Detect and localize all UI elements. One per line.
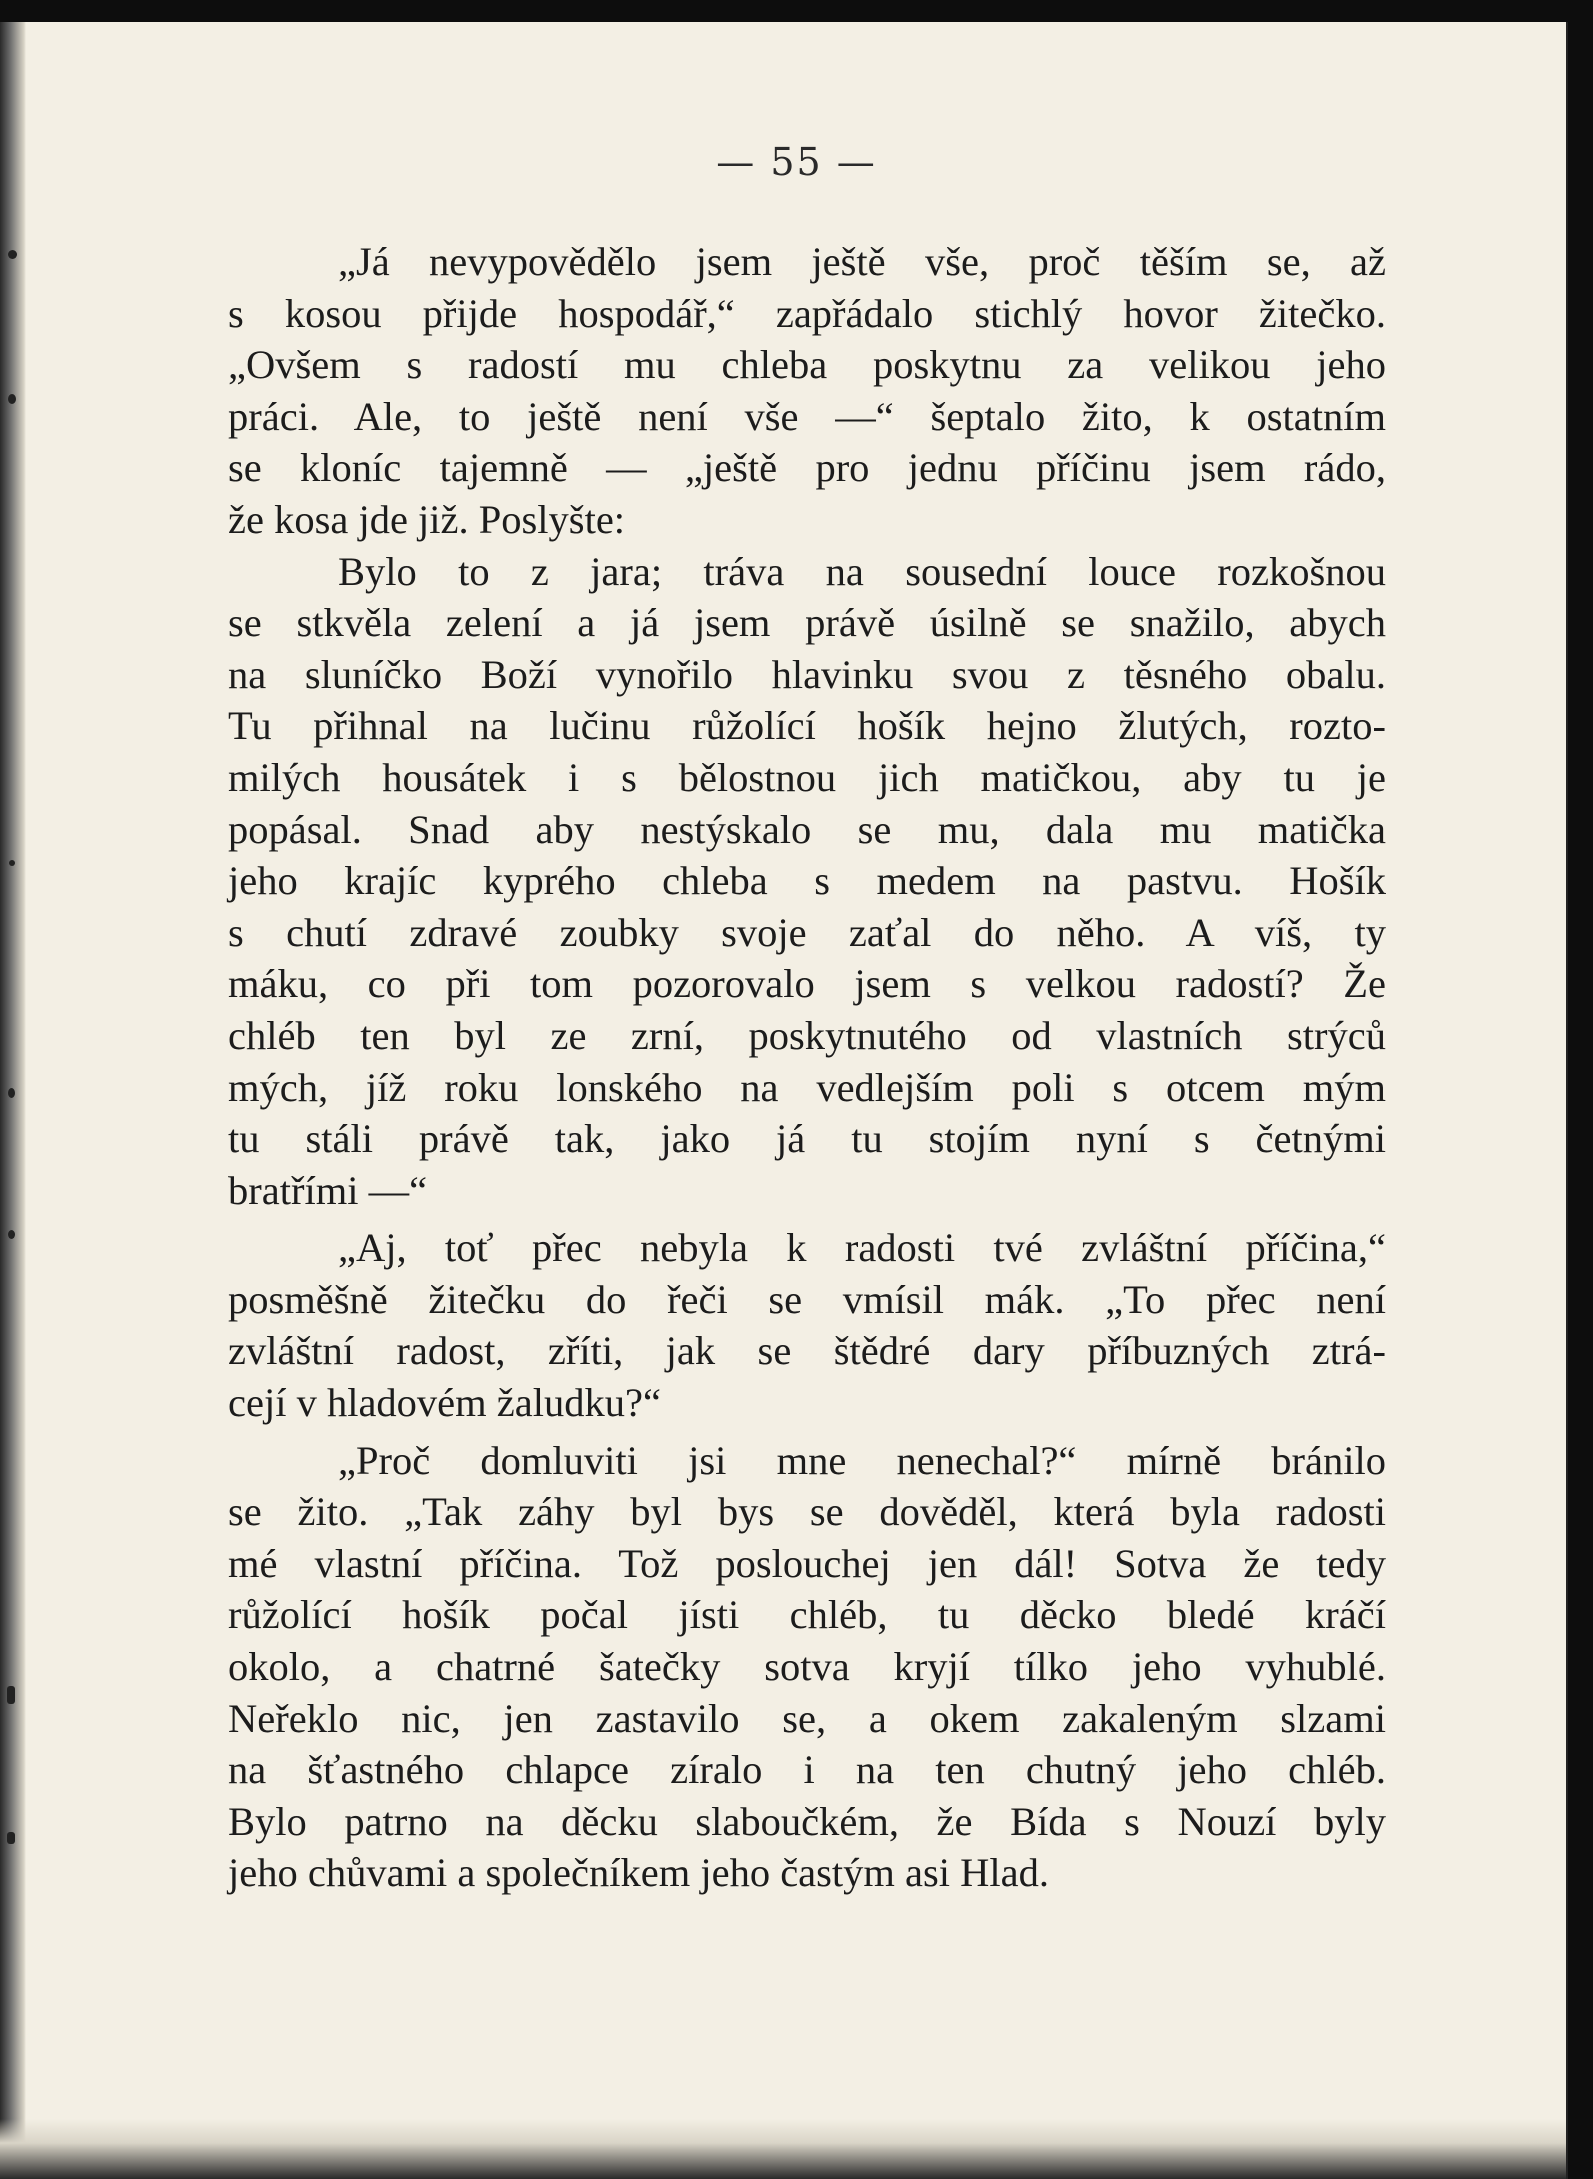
text-line: milých housátek i s bělostnou jich matičkou, aby tu je — [228, 754, 1386, 800]
text-line: se žito. „Tak záhy byl bys se dověděl, která byla radosti — [228, 1489, 1386, 1535]
text-line: na šťastného chlapce zíralo i na ten chutný jeho chléb. — [228, 1747, 1386, 1793]
text-line: bratřími —“ — [228, 1167, 428, 1213]
page-binding-edge — [0, 22, 26, 2179]
margin-dot — [7, 1832, 15, 1844]
text-line: cejí v hladovém žaludku?“ — [228, 1380, 661, 1426]
paragraph — [228, 1222, 1386, 1428]
text-line: tu stáli právě tak, jako já tu stojím nyní s četnými — [228, 1116, 1386, 1162]
text-line: že kosa jde již. Poslyšte: — [228, 496, 626, 542]
text-line: posměšně žitečku do řeči se vmísil mák. „To přec není — [228, 1276, 1386, 1322]
text-line: okolo, a chatrné šatečky sotva kryjí tílko jeho vyhublé. — [228, 1644, 1386, 1690]
text-line: popásal. Snad aby nestýskalo se mu, dala mu matička — [228, 806, 1386, 852]
margin-dot — [8, 250, 17, 259]
margin-dot — [8, 1230, 15, 1239]
text-line: „Ovšem s radostí mu chleba poskytnu za velikou jeho — [228, 342, 1386, 388]
text-line: „Aj, toť přec nebyla k radosti tvé zvláštní příčina,“ — [338, 1225, 1386, 1271]
text-line: Bylo patrno na děcku slaboučkém, že Bída s Nouzí byly — [228, 1798, 1386, 1844]
text-line: máku, co při tom pozorovalo jsem s velkou radostí? Že — [228, 961, 1386, 1007]
margin-dot — [8, 394, 16, 404]
margin-dot — [9, 860, 15, 866]
text-line: „Proč domluviti jsi mne nenechal?“ mírně bránilo — [338, 1437, 1386, 1483]
text-line: se stkvěla zelení a já jsem právě úsilně se snažilo, abych — [228, 600, 1386, 646]
text-line: mé vlastní příčina. Tož poslouchej jen dál! Sotva že tedy — [228, 1540, 1386, 1586]
text-line: Neřeklo nic, jen zastavilo se, a okem zakaleným slzami — [228, 1695, 1386, 1741]
text-line: růžolící hošík počal jísti chléb, tu děcko bledé kráčí — [228, 1592, 1386, 1638]
margin-dot — [7, 1686, 15, 1704]
margin-dot — [8, 1088, 15, 1098]
text-line: jeho krajíc kyprého chleba s medem na pastvu. Hošík — [228, 858, 1386, 904]
text-line: na sluníčko Boží vynořilo hlavinku svou z těsného obalu. — [228, 651, 1386, 697]
text-line: Bylo to z jara; tráva na sousední louce rozkošnou — [338, 548, 1386, 594]
text-line: zvláštní radost, zříti, jak se štědré dary příbuzných ztrá- — [228, 1328, 1386, 1374]
text-line: chléb ten byl ze zrní, poskytnutého od vlastních strýců — [228, 1012, 1386, 1058]
text-line: s chutí zdravé zoubky svoje zaťal do něho. A víš, ty — [228, 909, 1386, 955]
paragraph — [228, 236, 1386, 546]
text-line: práci. Ale, to ještě není vše —“ šeptalo žito, k ostatním — [228, 393, 1386, 439]
text-line: „Já nevypovědělo jsem ještě vše, proč těším se, až — [338, 239, 1386, 284]
paragraph — [228, 1435, 1386, 1899]
page-bottom-edge — [0, 2119, 1566, 2179]
text-line: Tu přihnal na lučinu růžolící hošík hejno žlutých, rozto- — [228, 703, 1386, 749]
page-number: — 55 — — [716, 140, 877, 184]
text-line: jeho chůvami a společníkem jeho častým asi Hlad. — [228, 1850, 1050, 1896]
paragraph — [228, 546, 1386, 1217]
text-line: mých, jíž roku lonského na vedlejším poli s otcem mým — [228, 1064, 1386, 1110]
body-text — [228, 236, 1386, 1899]
text-line: s kosou přijde hospodář,“ zapřádalo stichlý hovor žitečko. — [228, 290, 1386, 336]
text-line: se kloníc tajemně — „ještě pro jednu příčinu jsem rádo, — [228, 445, 1386, 491]
